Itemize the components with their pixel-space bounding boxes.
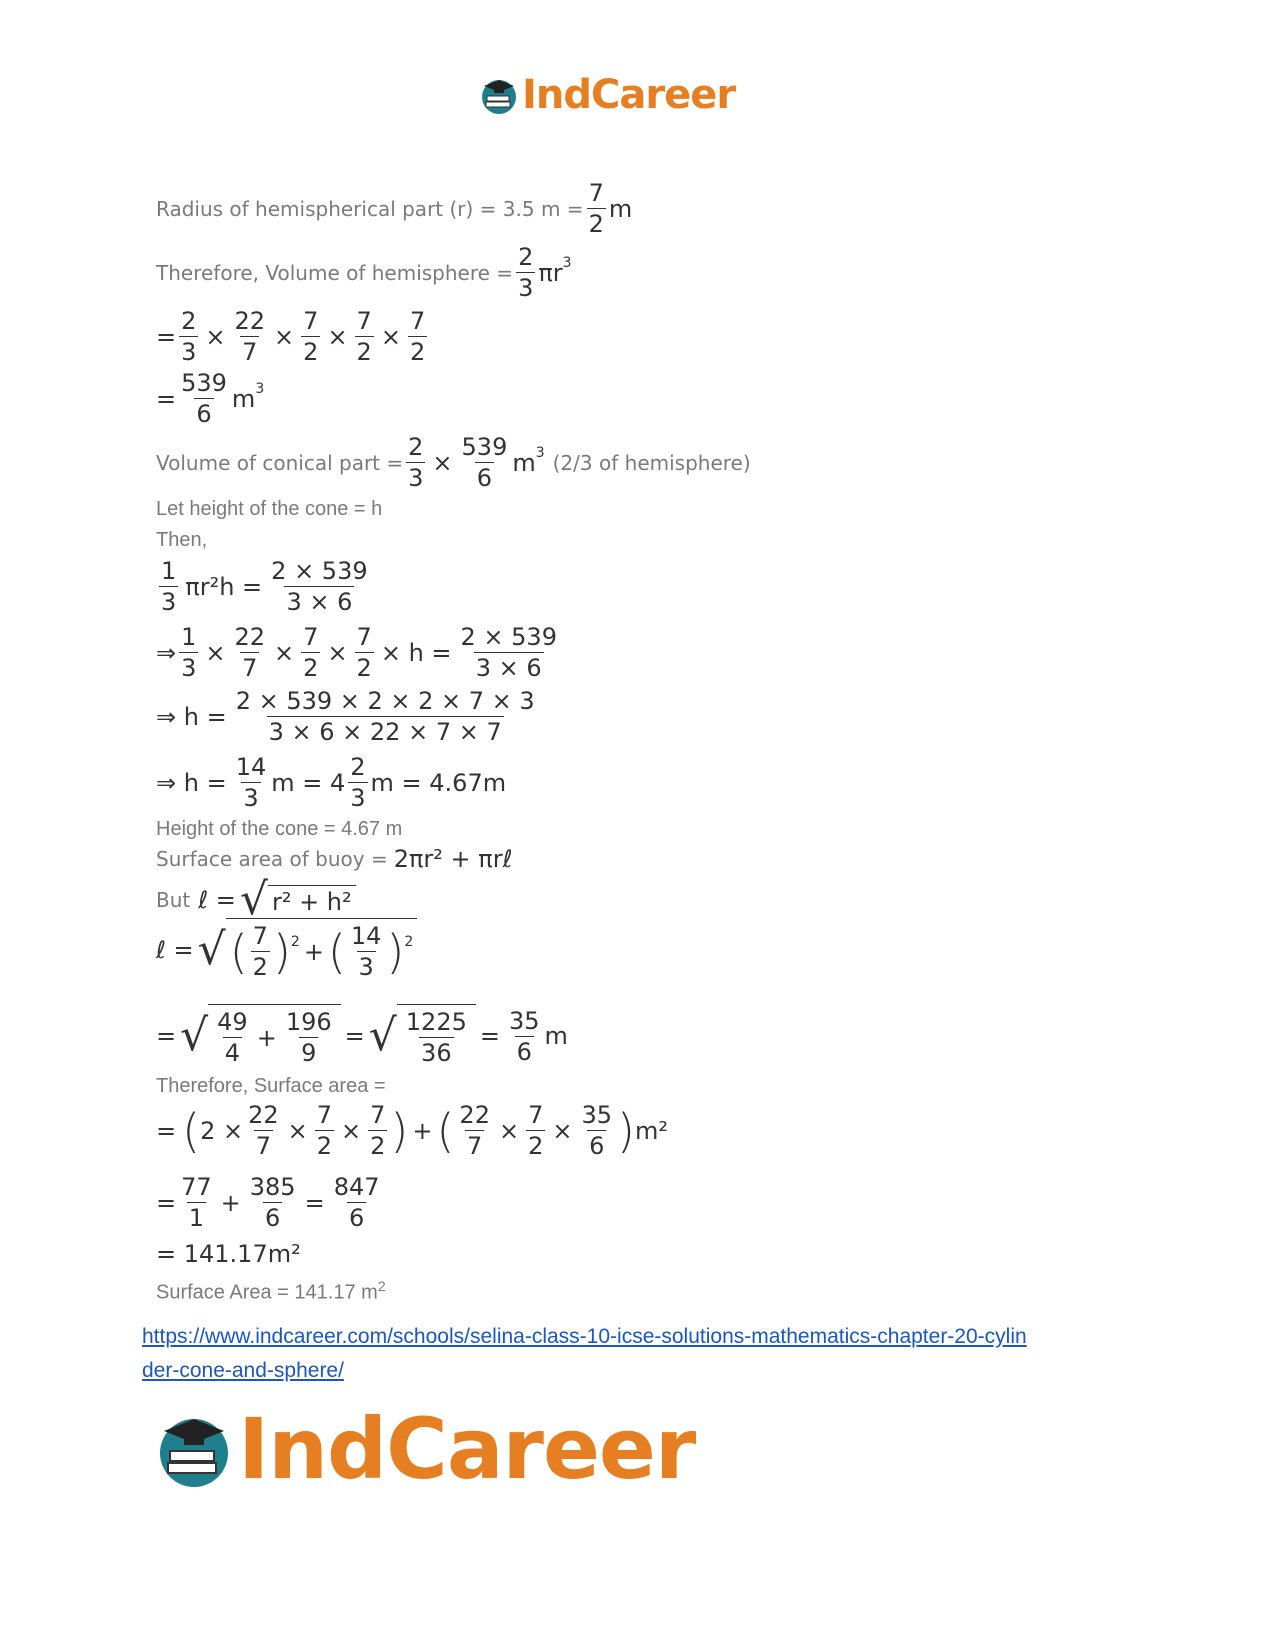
line-radius: Radius of hemispherical part (r) = 3.5 m = $\frac{7}{2}$ m bbox=[156, 179, 633, 238]
line-slant-height-calc: ℓ = √ ( $\frac{7}{2}$ ) $^2$ + ( $\frac{14}{3}$ ) $^2$ bbox=[156, 918, 417, 982]
source-link[interactable]: https://www.indcareer.com/schools/selina-class-10-icse-solutions-mathematics-chapter-20-cylin der-cone-and-sphere/ bbox=[142, 1325, 1027, 1382]
graduation-book-icon bbox=[152, 1407, 236, 1491]
header-logo bbox=[478, 72, 735, 118]
footer-logo-text: IndCareer bbox=[238, 1400, 696, 1498]
line-surface-calc-2: = $\frac{77}{1}$ + $\frac{385}{6}$ = $\frac{847}{6}$ bbox=[156, 1173, 380, 1232]
line-slant-height-result: = √ $\frac{49}{4}$ + $\frac{196}{9}$ = √ $\frac{1225}{36}$ = $\frac{35}{6}$ m bbox=[156, 1004, 568, 1068]
line-surface-calc-3: = 141.17m² bbox=[156, 1240, 301, 1268]
line-conical-volume: Volume of conical part = $\frac{2}{3}$ × $\frac{539}{6}$ m $^3$ (2/3 of hemisphere) bbox=[156, 433, 751, 492]
line-equation-3: ⇒ h = $\frac{2 \times 539 \times 2 \times 2 \times 7 \times 3}{3 \times 6 \times 22 \times 7 \times 7}$ bbox=[156, 687, 535, 746]
line-therefore-surface: Therefore, Surface area = bbox=[156, 1075, 386, 1097]
line-surface-result: Surface Area = 141.17 $m^2$ bbox=[156, 1278, 386, 1304]
line-calc-2: = $\frac{539}{6}$ m $^3$ bbox=[156, 369, 265, 428]
line-surface-calc-1: = ( 2 × $\frac{22}{7}$ × $\frac{7}{2}$ × $\frac{7}{2}$ ) + ( $\frac{22}{7}$ × $\frac{7}{2}$ × $\frac{35}{6}$ ) m² bbox=[156, 1101, 668, 1160]
fraction: $\frac{7}{2}$ bbox=[588, 179, 604, 238]
line-equation-4: ⇒ h = $\frac{14}{3}$ m = 4 $\frac{2}{3}$ m = 4.67m bbox=[156, 753, 507, 812]
line-let-height: Let height of the cone = h bbox=[156, 498, 383, 520]
line-slant-height-formula: But ℓ = √ r² + h² bbox=[156, 878, 356, 922]
line-height-result: Height of the cone = 4.67 m bbox=[156, 818, 403, 840]
line-calc-1: = $\frac{2}{3}$ × $\frac{22}{7}$ × $\frac{7}{2}$ × $\frac{7}{2}$ × $\frac{7}{2}$ bbox=[156, 307, 426, 366]
line-surface-area-formula: Surface area of buoy = 2πr² + πrℓ bbox=[156, 845, 513, 873]
footer-logo bbox=[152, 1400, 695, 1498]
line-equation-2: ⇒ $\frac{1}{3}$ × $\frac{22}{7}$ × $\frac{7}{2}$ × $\frac{7}{2}$ × h = $\frac{2 \times 539}{3 \times 6}$ bbox=[156, 623, 557, 682]
line-volume-hemisphere: Therefore, Volume of hemisphere = $\frac{2}{3}$ πr $^3$ bbox=[156, 243, 572, 302]
graduation-book-icon bbox=[478, 74, 520, 116]
line-then: Then, bbox=[156, 529, 208, 551]
fraction: $\frac{2}{3}$ bbox=[518, 243, 534, 302]
line-equation-1: $\frac{1}{3}$ πr²h = $\frac{2 \times 539}{3 \times 6}$ bbox=[161, 557, 368, 616]
logo-text: IndCareer bbox=[522, 72, 736, 118]
